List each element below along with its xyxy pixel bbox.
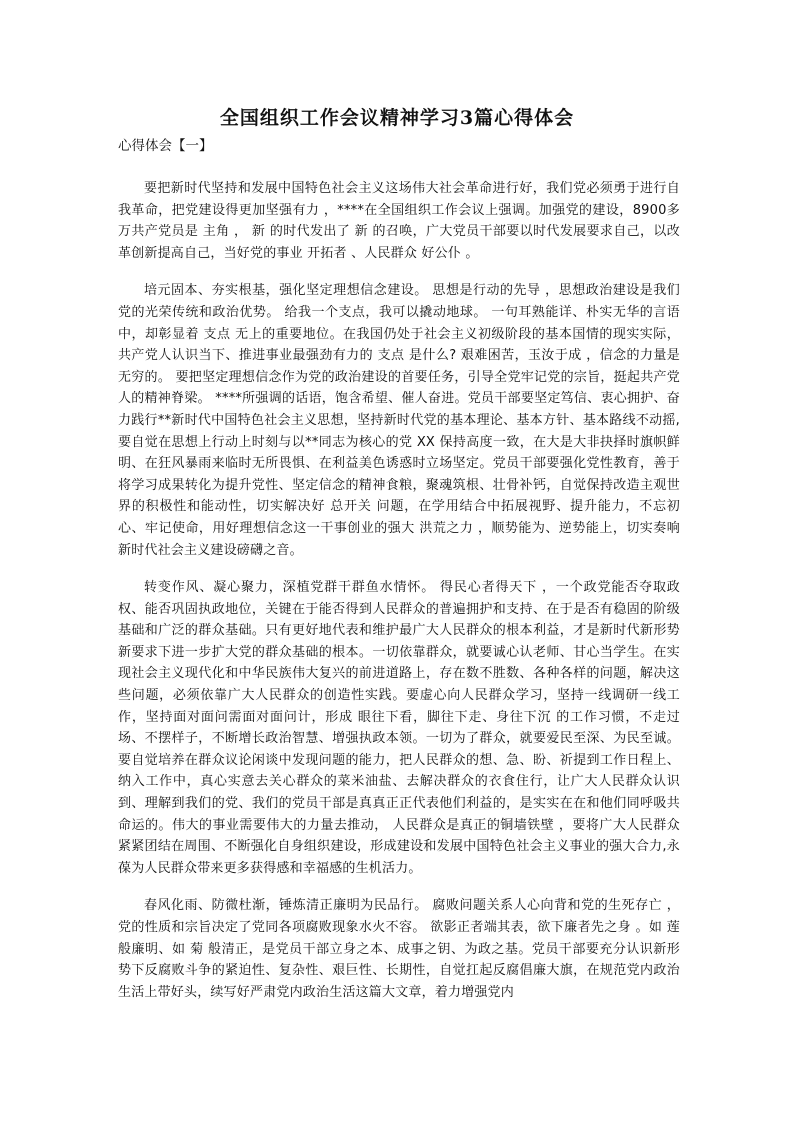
paragraph-3: 转变作风、凝心聚力，深植党群干群鱼水情怀。 得民心者得天下 ，一个政党能否夺取政权、能否巩固执政地位，关键在于能否得到人民群众的普遍拥护和支持、在于是否有稳固的阶级基础和广泛的群众基础。只有更好地代表和维护最广大人民群众的根本利益，才是新时代新形势新要求下进一步扩大党的群众基础的根本。一切依靠群众，就要诚心认老师、甘心当学生。在实现社会主义现代化和中华民族伟大复兴的前进道路上，存在数不胜数、各种各样的问题，解决这些问题，必须依靠广大人民群众的创造性实践。要虚心向人民群众学习，坚持一线调研一线工作，坚持面对面问需面对面问计，形成 眼往下看，脚往下走、身往下沉 的工作习惯，不走过场、不摆样子，不断增长政治智慧、增强执政本领。一切为了群众，就要爱民至深、为民至诚。要自觉培养在群众议论闲谈中发现问题的能力，把人民群众的想、急、盼、祈提到工作日程上、纳入工作中，真心实意去关心群众的菜米油盐、去解决群众的衣食住行，让广大人民群众认识到、理解到我们的党、我们的党员干部是真真正正代表他们利益的，是实实在在和他们同呼吸共命运的。伟大的事业需要伟大的力量去推动， 人民群众是真正的铜墙铁壁 ，要将广大人民群众紧紧团结在周围、不断强化自身组织建设，形成建设和发展中国特色社会主义事业的强大合力,永葆为人民群众带来更多获得感和幸福感的生机活力。 [118,580,680,876]
paragraph-4: 春风化雨、防微杜渐，锤炼清正廉明为民品行。 腐败问题关系人心向背和党的生死存亡 ，党的性质和宗旨决定了党同各项腐败现象水火不容。 欲影正者端其表，欲下廉者先之身 。如 莲 般廉明、如 菊 般清正，是党员干部立身之本、成事之钥、为政之基。党员干部要充分认识新形势下反腐败斗争的紧迫性、复杂性、艰巨性、长期性，自觉扛起反腐倡廉大旗，在规范党内政治生活上带好头，续写好严肃党内政治生活这篇大文章，着力增强党内 [118,898,680,1000]
paragraph-2: 培元固本、夯实根基，强化坚定理想信念建设。 思想是行动的先导 ，思想政治建设是我们党的光荣传统和政治优势。 给我一个支点，我可以撬动地球。 一句耳熟能详、朴实无华的言语中，却彰显着 支点 无上的重要地位。在我国仍处于社会主义初级阶段的基本国情的现实实际，共产党人认识当下、推进事业最强劲有力的 支点 是什么? 艰难困苦，玉汝于成 ，信念的力量是无穷的。 要把坚定理想信念作为党的政治建设的首要任务，引导全党牢记党的宗旨，挺起共产党人的精神脊梁。 ****所强调的话语，饱含希望、催人奋进。党员干部要坚定笃信、衷心拥护、奋力践行**新时代中国特色社会主义思想，坚持新时代党的基本理论、基本方针、基本路线不动摇,要自觉在思想上行动上时刻与以**同志为核心的党 XX 保持高度一致，在大是大非抉择时旗帜鲜明、在狂风暴雨来临时无所畏惧、在利益美色诱惑时立场坚定。党员干部要强化党性教育，善于将学习成果转化为提升党性、坚定信念的精神食粮，聚魂筑根、壮骨补钙，自觉保持改造主观世界的积极性和能动性，切实解决好 总开关 问题，在学用结合中拓展视野、提升能力，不忘初心、牢记使命，用好理想信念这一干事创业的强大 洪荒之力 ，顺势能为、逆势能上，切实奏响新时代社会主义建设磅礴之音。 [118,283,680,558]
document-body [118,178,680,1019]
paragraph-1: 要把新时代坚持和发展中国特色社会主义这场伟大社会革命进行好，我们党必须勇于进行自我革命，把党建设得更加坚强有力 ，****在全国组织工作会议上强调。加强党的建设，8900多万共产党员是 主角 ， 新 的时代发出了 新 的召唤，广大党员干部要以时代发展要求自己，以改革创新提高自己，当好党的事业 开拓者 、人民群众 好公仆 。 [118,181,680,261]
section-heading: 心得体会【一】 [118,138,213,154]
document-title: 全国组织工作会议精神学习3篇心得体会 [219,107,575,129]
